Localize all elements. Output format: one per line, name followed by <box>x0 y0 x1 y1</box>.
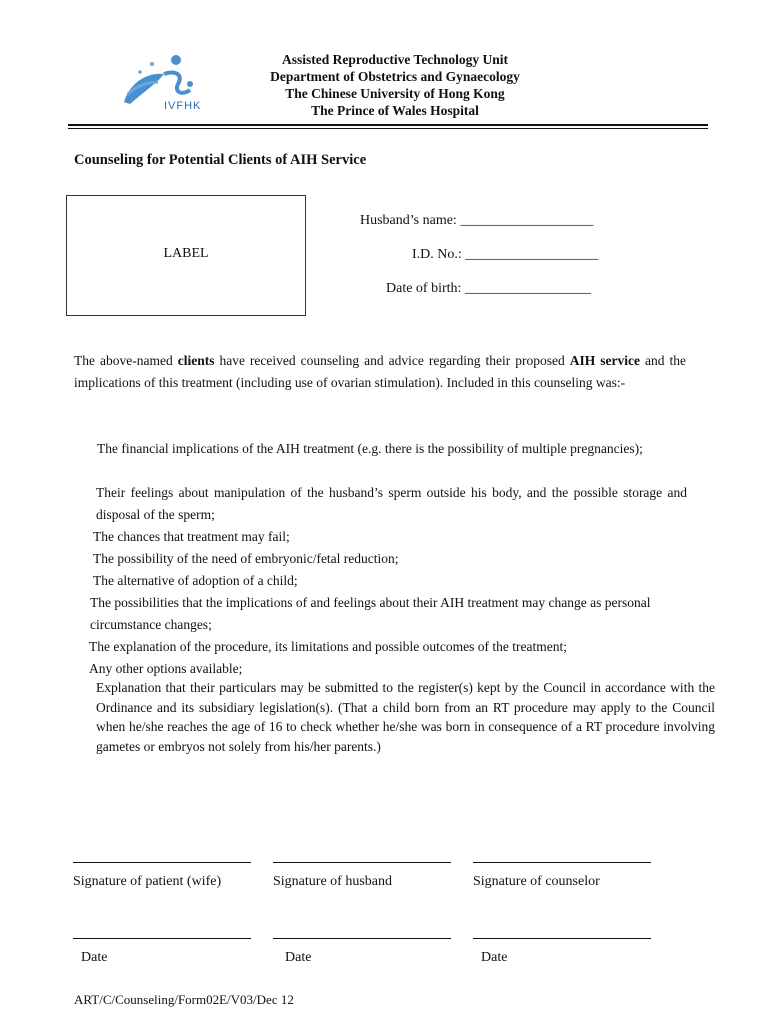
counseling-item: Explanation that their particulars may be submitted to the register(s) kept by the Council in accordance with the Ordinance and its subsidiary legislation(s). (That a child born from an RT procedure may apply to the Council when he/she reaches the age of 16 to check whether he/she was born in consequence of a RT procedure involving gametes or embryos not solely from his/her parents.) <box>96 680 715 754</box>
intro-aih-service: AIH service <box>569 353 641 368</box>
counseling-item: The chances that treatment may fail; <box>93 529 290 544</box>
ivfhk-logo <box>118 52 203 117</box>
intro-clients: clients <box>177 353 215 368</box>
id-no-field[interactable]: I.D. No.: ___________________ <box>412 247 599 262</box>
patient-date-label: Date <box>81 950 108 965</box>
counselor-signature-line[interactable] <box>473 862 651 863</box>
intro-text: have received counseling and advice regarding their proposed <box>214 353 570 368</box>
form-title: Counseling for Potential Clients of AIH Service <box>74 152 367 168</box>
counselor-signature-label: Signature of counselor <box>473 874 600 889</box>
husband-date-line[interactable] <box>273 938 451 939</box>
husband-signature-label: Signature of husband <box>273 874 392 889</box>
husband-date-label: Date <box>285 950 312 965</box>
header-line: The Chinese University of Hong Kong <box>285 86 505 101</box>
counseling-item: The financial implications of the AIH treatment (e.g. there is the possibility of multiple pregnancies); <box>97 441 643 456</box>
institution-header <box>220 51 570 119</box>
intro-paragraph <box>74 350 686 394</box>
form-code-footer: ART/C/Counseling/Form02E/V03/Dec 12 <box>74 992 294 1007</box>
husband-signature-line[interactable] <box>273 862 451 863</box>
intro-text: and the implications of this treatment (including use of ovarian stimulation). Included in this counseling was:- <box>74 353 686 390</box>
counselor-date-label: Date <box>481 950 508 965</box>
header-line: Assisted Reproductive Technology Unit <box>282 52 508 67</box>
label-box-text: LABEL <box>163 246 209 261</box>
date-of-birth-field[interactable]: Date of birth: __________________ <box>386 281 591 296</box>
husband-name-field[interactable]: Husband’s name: ___________________ <box>360 213 594 228</box>
counseling-item: The possibility of the need of embryonic/fetal reduction; <box>93 551 399 566</box>
counselor-date-line[interactable] <box>473 938 651 939</box>
header-line: The Prince of Wales Hospital <box>311 103 479 118</box>
patient-signature-line[interactable] <box>73 862 251 863</box>
logo-text: IVFHK <box>164 100 202 112</box>
header-line: Department of Obstetrics and Gynaecology <box>270 69 520 84</box>
counseling-item: The explanation of the procedure, its limitations and possible outcomes of the treatment; <box>89 639 567 654</box>
counseling-item: Any other options available; <box>89 661 243 676</box>
counseling-item: Their feelings about manipulation of the husband’s sperm outside his body, and the possible storage and disposal of the sperm; <box>96 485 687 522</box>
counseling-item: The possibilities that the implications of and feelings about their AIH treatment may change as personal circumstance changes; <box>90 595 651 632</box>
header-rule <box>68 124 708 126</box>
patient-signature-label: Signature of patient (wife) <box>73 874 222 889</box>
header-rule-thin <box>68 128 708 129</box>
counseling-item: The alternative of adoption of a child; <box>93 573 298 588</box>
intro-text: The above-named <box>74 353 178 368</box>
patient-date-line[interactable] <box>73 938 251 939</box>
